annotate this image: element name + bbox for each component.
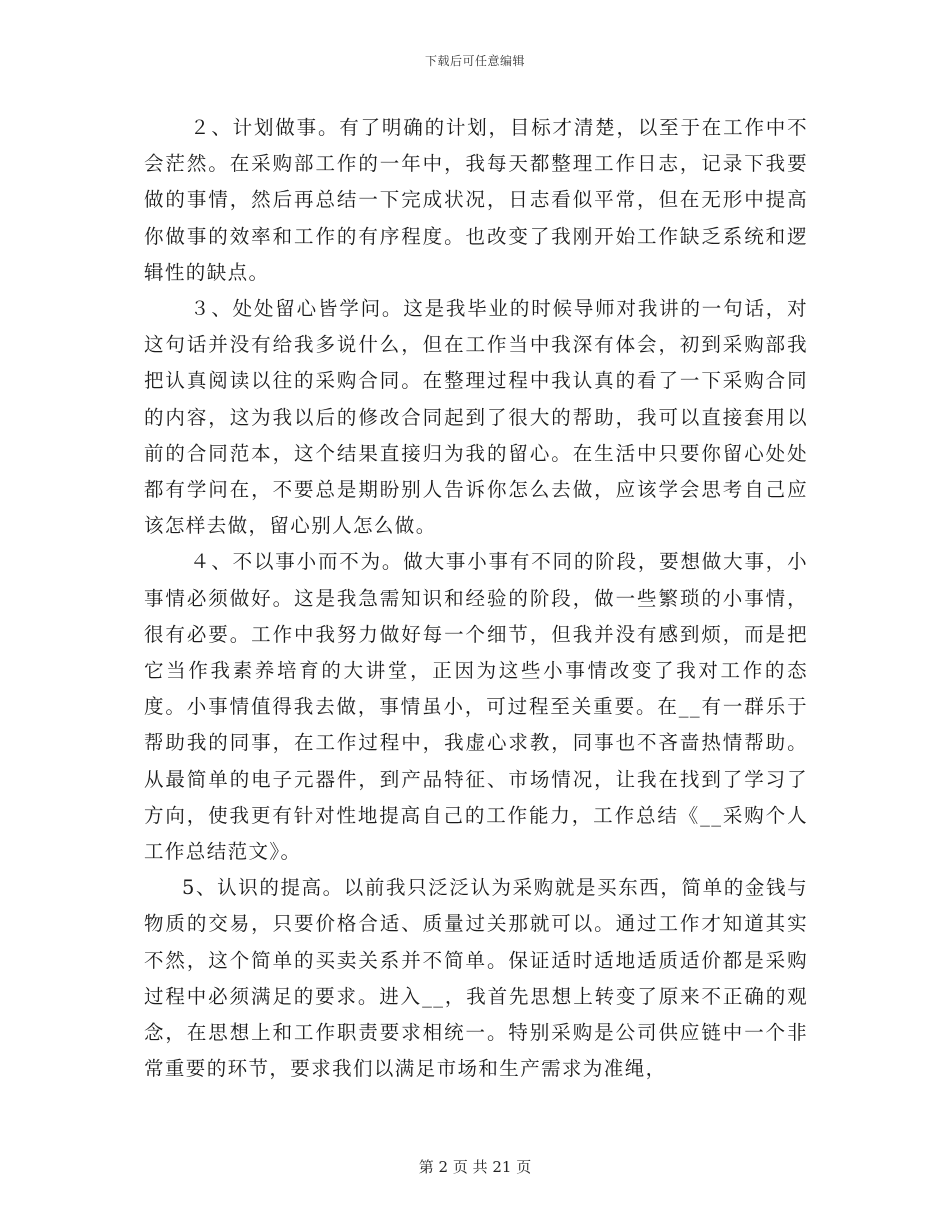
page-header: 下载后可任意编辑: [424, 54, 525, 68]
paragraph-2: ２、计划做事。有了明确的计划，目标才清楚，以至于在工作中不会茫然。在采购部工作的一年中，我每天都整理工作日志，记录下我要做的事情，然后再总结一下完成状况，日志看似平常，但在无形中提高你做事的效率和工作的有序程度。也改变了我刚开始工作缺乏系统和逻辑性的缺点。: [144, 116, 808, 284]
page-number: 第 2 页 共 21 页: [418, 1158, 532, 1176]
paragraph-4: ４、不以事小而不为。做大事小事有不同的阶段，要想做大事，小事情必须做好。这是我急需知识和经验的阶段，做一些繁琐的小事情，很有必要。工作中我努力做好每一个细节，但我并没有感到烦，而是把它当作我素养培育的大讲堂，正因为这些小事情改变了我对工作的态度。小事情值得我去做，事情虽小，可过程至关重要。在__有一群乐于帮助我的同事，在工作过程中，我虚心求教，同事也不吝啬热情帮助。从最简单的电子元器件，到产品特征、市场情况，让我在找到了学习了方向，使我更有针对性地提高自己的工作能力，工作总结《__采购个人工作总结范文》。: [144, 550, 808, 864]
document-body: [144, 110, 808, 1087]
paragraph-5: 5、认识的提高。以前我只泛泛认为采购就是买东西，简单的金钱与物质的交易，只要价格合适、质量过关那就可以。通过工作才知道其实不然，这个简单的买卖关系并不简单。保证适时适地适质适价都是采购过程中必须满足的要求。进入__，我首先思想上转变了原来不正确的观念，在思想上和工作职责要求相统一。特别采购是公司供应链中一个非常重要的环节，要求我们以满足市场和生产需求为准绳，: [144, 876, 808, 1081]
paragraph-3: ３、处处留心皆学问。这是我毕业的时候导师对我讲的一句话，对这句话并没有给我多说什么，但在工作当中我深有体会，初到采购部我把认真阅读以往的采购合同。在整理过程中我认真的看了一下采购合同的内容，这为我以后的修改合同起到了很大的帮助，我可以直接套用以前的合同范本，这个结果直接归为我的留心。在生活中只要你留心处处都有学问在，不要总是期盼别人告诉你怎么去做，应该学会思考自己应该怎样去做，留心别人怎么做。: [144, 297, 808, 538]
